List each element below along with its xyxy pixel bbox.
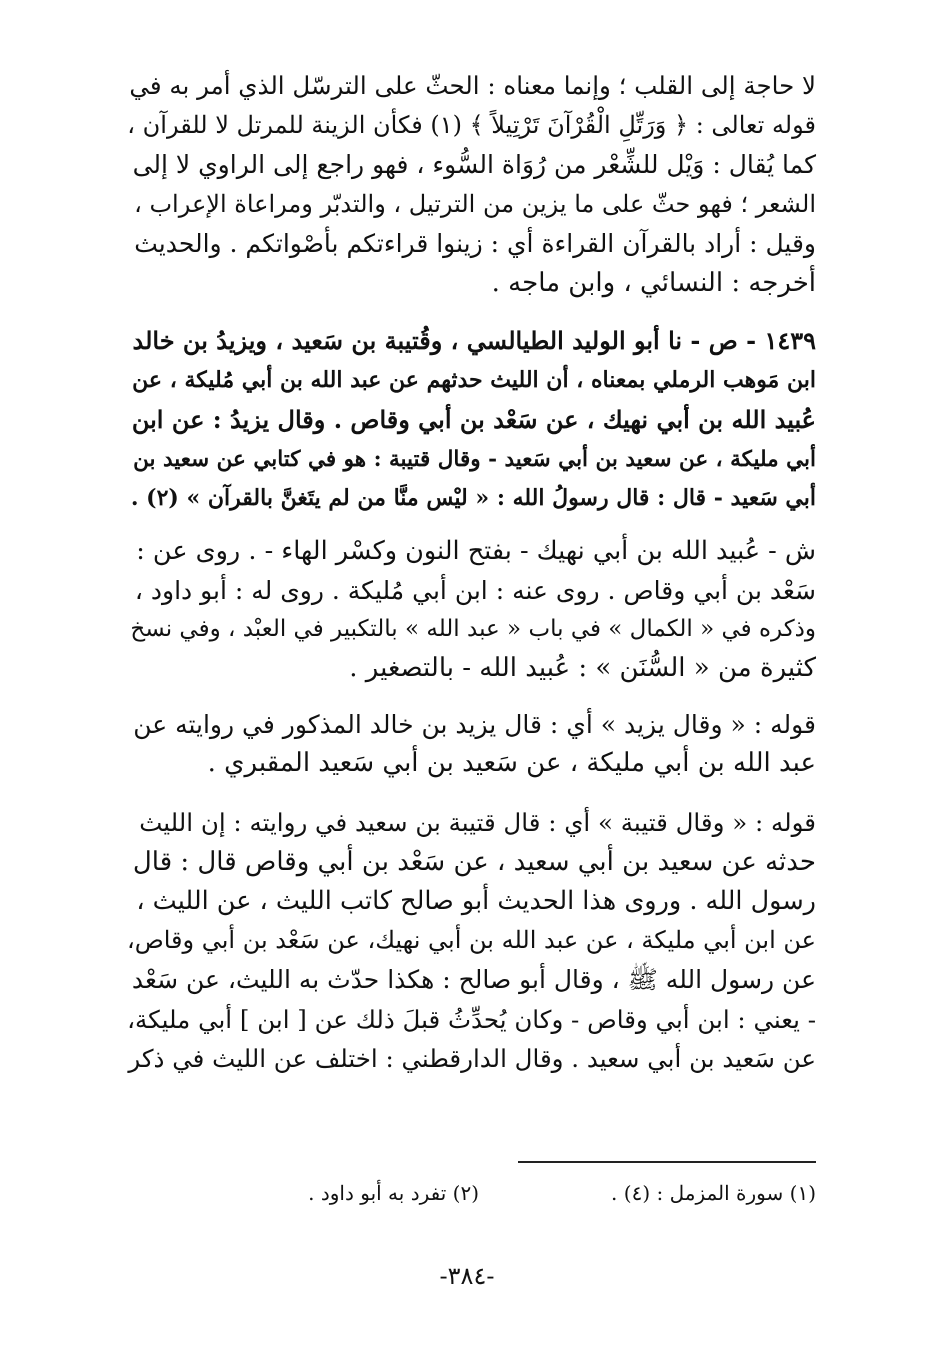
text-line: قوله : « وقال قتيبة » أي : قال قتيبة بن سعيد في روايته : إن الليث [139, 808, 816, 838]
text-line: أبي سَعيد - قال : قال رسولُ الله : « ليْس منَّا من لم يتَغنَّ بالقرآن » (٢) . [130, 485, 816, 511]
main-text [126, 66, 816, 1078]
paragraph-qutaiba-note [126, 803, 816, 1078]
paragraph-yazid-note [126, 705, 816, 784]
text-line: ١٤٣٩ - ص - نا أبو الوليد الطيالسي ، وقُتيبة بن سَعيد ، ويزيدُ بن خالد [132, 326, 816, 355]
hadith-text [126, 321, 816, 519]
text-line: ابن مَوهب الرملي بمعناه ، أن الليث حدثهم عن عبد الله بن أبي مُليكة ، عن [132, 366, 816, 393]
paragraph-explanation [126, 532, 816, 689]
text-line: الشعر ؛ فهو حثّ على ما يزين من الترتيل ، والتدبّر ومراعاة الإعراب ، [134, 189, 816, 218]
footnotes [126, 1181, 816, 1205]
text-line: عن ابن أبي مليكة ، عن عبد الله بن أبي نهيك، عن سَعْد بن أبي وقاص، [126, 926, 816, 955]
text-line: أخرجه : النسائي ، وابن ماجه . [491, 267, 816, 298]
text-line: سَعْد بن أبي وقاص . روى عنه : ابن أبي مُليكة . روى له : أبو داود ، [134, 575, 816, 605]
footnote-divider [518, 1161, 816, 1163]
paragraph-commentary-intro [126, 66, 816, 303]
text-line: عُبيد الله بن أبي نهيك ، عن سَعْد بن أبي وقاص . وقال يزيدُ : عن ابن [131, 405, 816, 434]
text-line: أبي مليكة ، عن سعيد بن أبي سَعيد - وقال قتيبة : هو في كتابي عن سعيد بن [133, 446, 816, 472]
text-line: ش - عُبيد الله بن أبي نهيك - بفتح النون وكسْر الهاء - . روى عن : [136, 535, 816, 566]
text-line: عن سَعيد بن أبي سعيد . وقال الدارقطني : اختلف عن الليث في ذكر [128, 1044, 816, 1074]
footnote-2: (٢) تفرد به أبو داود . [308, 1181, 480, 1205]
text-line: كما يُقال : وَيْل للشِّعْر من رُوَاة السُّوء ، فهو راجع إلى الراوي لا إلى [132, 150, 816, 179]
text-line: عبد الله بن أبي مليكة ، عن سَعيد بن أبي سَعيد المقبري . [207, 747, 816, 778]
text-line: حدثه عن سعيد بن أبي سعيد ، عن سَعْد بن أبي وقاص قال : قال [132, 846, 816, 877]
text-line: قوله تعالى : ﴿ وَرَتِّلِ الْقُرْآنَ تَرْتِيلاً ﴾ (١) فكأن الزينة للمرتل لا للقرآن ، [127, 110, 816, 139]
footnote-1: (١) سورة المزمل : (٤) . [611, 1181, 816, 1205]
text-line: عن رسول الله ﷺ ، وقال أبو صالح : هكذا حدّث به الليث، عن سَعْد [131, 965, 816, 995]
text-line: وذكره في « الكمال » في باب « عبد الله » بالتكبير في العبْد ، وفي نسخ [130, 616, 816, 643]
page-number: -٣٨٤- [439, 1262, 495, 1290]
text-line: - يعني : ابن أبي وقاص - وكان يُحدِّثُ قبلَ ذلك عن [ ابن ] أبي مليكة، [127, 1004, 816, 1034]
text-line: كثيرة من « السُّنَن » : عُبيد الله - بالتصغير . [349, 653, 816, 684]
text-line: قوله : « وقال يزيد » أي : قال يزيد بن خالد المذكور في روايته عن [133, 709, 816, 739]
text-line: وقيل : أراد بالقرآن القراءة أي : زينوا قراءتكم بأصْواتكم . والحديث [134, 229, 816, 258]
text-line: رسول الله . وروى هذا الحديث أبو صالح كاتب الليث ، عن الليث ، [136, 885, 816, 916]
text-line: لا حاجة إلى القلب ؛ وإنما معناه : الحثّ على الترسّل الذي أمر به في [129, 71, 816, 100]
